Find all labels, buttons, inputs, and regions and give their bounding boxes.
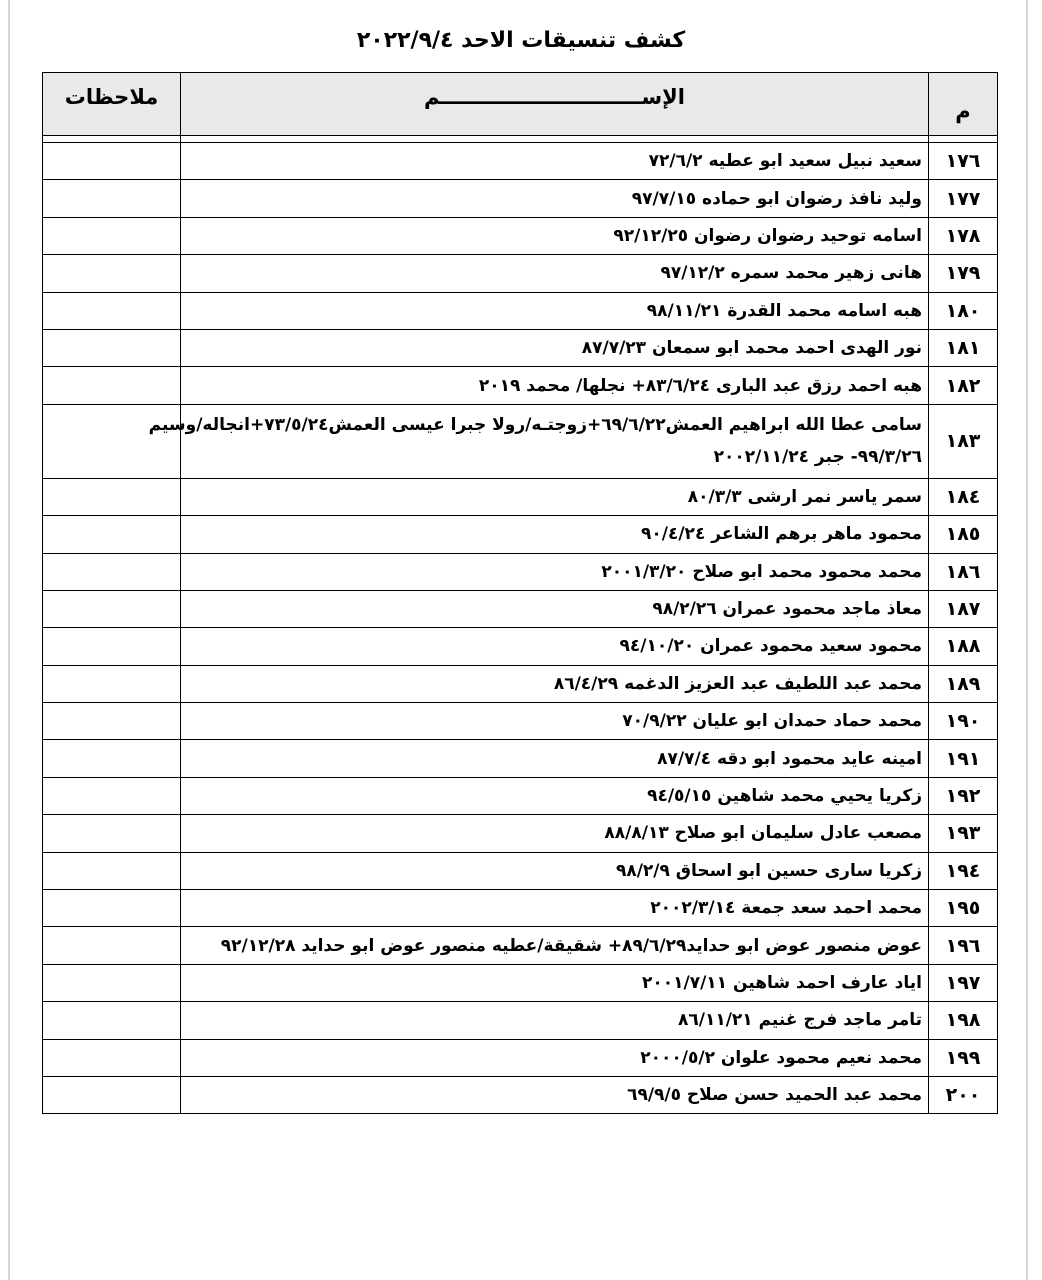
table-row xyxy=(43,927,998,964)
table-row xyxy=(43,180,998,217)
row-notes xyxy=(43,740,181,777)
row-number: ١٩١ xyxy=(929,740,998,777)
row-notes xyxy=(43,217,181,254)
page-edge-right xyxy=(1026,0,1028,1280)
row-notes xyxy=(43,927,181,964)
row-notes xyxy=(43,478,181,515)
row-name: زكريا سارى حسين ابو اسحاق ٩٨/٢/٩ xyxy=(181,852,929,889)
row-notes xyxy=(43,367,181,404)
row-name: سعيد نبيل سعيد ابو عطيه ٧٢/٦/٢ xyxy=(181,143,929,180)
table-row xyxy=(43,367,998,404)
row-name: محمد عبد اللطيف عبد العزيز الدغمه ٨٦/٤/٢٩ xyxy=(181,665,929,702)
row-number: ١٨١ xyxy=(929,329,998,366)
row-number: ١٧٦ xyxy=(929,143,998,180)
row-name: محمد حماد حمدان ابو عليان ٧٠/٩/٢٢ xyxy=(181,703,929,740)
row-number: ١٧٧ xyxy=(929,180,998,217)
row-notes xyxy=(43,590,181,627)
row-notes xyxy=(43,1002,181,1039)
table-row xyxy=(43,143,998,180)
row-name: محمود سعيد محمود عمران ٩٤/١٠/٢٠ xyxy=(181,628,929,665)
row-number: ١٧٩ xyxy=(929,255,998,292)
row-number: ١٨٠ xyxy=(929,292,998,329)
row-number: ١٧٨ xyxy=(929,217,998,254)
table-row xyxy=(43,964,998,1001)
row-notes xyxy=(43,703,181,740)
table-row xyxy=(43,553,998,590)
row-notes xyxy=(43,890,181,927)
row-number: ١٩٤ xyxy=(929,852,998,889)
table-row xyxy=(43,329,998,366)
row-number: ١٩٧ xyxy=(929,964,998,1001)
row-number: ١٨٧ xyxy=(929,590,998,627)
row-name: سمر ياسر نمر ارشى ٨٠/٣/٣ xyxy=(181,478,929,515)
row-name-line-2: ٩٩/٣/٢٦- جبر ٢٠٠٢/١١/٢٤ xyxy=(713,447,922,468)
row-name: اياد عارف احمد شاهين ٢٠٠١/٧/١١ xyxy=(181,964,929,1001)
row-notes xyxy=(43,815,181,852)
row-name: زكريا يحيي محمد شاهين ٩٤/٥/١٥ xyxy=(181,777,929,814)
table-header-row xyxy=(43,73,998,136)
row-number: ٢٠٠ xyxy=(929,1076,998,1113)
table-row xyxy=(43,590,998,627)
row-number: ١٩٨ xyxy=(929,1002,998,1039)
table-row xyxy=(43,1039,998,1076)
row-notes xyxy=(43,852,181,889)
row-number: ١٩٠ xyxy=(929,703,998,740)
table-row xyxy=(43,516,998,553)
row-name: تامر ماجد فرج غنيم ٨٦/١١/٢١ xyxy=(181,1002,929,1039)
table-row xyxy=(43,404,998,478)
row-number: ١٨٥ xyxy=(929,516,998,553)
table-row xyxy=(43,703,998,740)
table-row xyxy=(43,628,998,665)
row-name: محمد عبد الحميد حسن صلاح ٦٩/٩/٥ xyxy=(181,1076,929,1113)
header-notes: ملاحظات xyxy=(43,73,181,136)
row-notes xyxy=(43,964,181,1001)
row-notes xyxy=(43,1039,181,1076)
row-notes xyxy=(43,628,181,665)
row-name: عوض منصور عوض ابو حدايد٨٩/٦/٢٩+ شقيقة/عطيه منصور عوض ابو حدايد ٩٢/١٢/٢٨ xyxy=(181,927,929,964)
row-name-line-1: سامى عطا الله ابراهيم العمش٦٩/٦/٢٢+زوجتـه/رولا جبرا عيسى العمش٧٣/٥/٢٤+انجاله/وسيم xyxy=(148,415,922,436)
row-name: مصعب عادل سليمان ابو صلاح ٨٨/٨/١٣ xyxy=(181,815,929,852)
row-notes xyxy=(43,329,181,366)
row-name: محمد محمود محمد ابو صلاح ٢٠٠١/٣/٢٠ xyxy=(181,553,929,590)
row-notes xyxy=(43,665,181,702)
row-notes xyxy=(43,553,181,590)
row-number: ١٨٤ xyxy=(929,478,998,515)
table-row xyxy=(43,217,998,254)
row-notes xyxy=(43,292,181,329)
table-row xyxy=(43,1002,998,1039)
row-number: ١٩٩ xyxy=(929,1039,998,1076)
row-name: محمود ماهر برهم الشاعر ٩٠/٤/٢٤ xyxy=(181,516,929,553)
table-row xyxy=(43,255,998,292)
header-number: م xyxy=(929,73,998,136)
row-name: هانى زهير محمد سمره ٩٧/١٢/٢ xyxy=(181,255,929,292)
row-name: محمد احمد سعد جمعة ٢٠٠٢/٣/١٤ xyxy=(181,890,929,927)
header-name: الإســــــــــــــــــــــــــــم xyxy=(181,73,929,136)
table-row xyxy=(43,740,998,777)
table-row xyxy=(43,478,998,515)
row-number: ١٨٩ xyxy=(929,665,998,702)
row-name: وليد نافذ رضوان ابو حماده ٩٧/٧/١٥ xyxy=(181,180,929,217)
row-notes xyxy=(43,1076,181,1113)
row-name xyxy=(148,404,929,478)
table-row xyxy=(43,1076,998,1113)
table-row xyxy=(43,292,998,329)
row-name: اسامه توحيد رضوان رضوان ٩٢/١٢/٢٥ xyxy=(181,217,929,254)
row-number: ١٨٣ xyxy=(929,404,998,478)
page-edge-left xyxy=(8,0,10,1280)
row-name: هبه اسامه محمد القدرة ٩٨/١١/٢١ xyxy=(181,292,929,329)
table-row xyxy=(43,852,998,889)
table-row xyxy=(43,665,998,702)
table-row xyxy=(43,890,998,927)
row-notes xyxy=(43,255,181,292)
row-notes xyxy=(43,777,181,814)
row-name: هبه احمد رزق عبد البارى ٨٣/٦/٢٤+ نجلها/ محمد ٢٠١٩ xyxy=(181,367,929,404)
table-row xyxy=(43,815,998,852)
document-title: كشف تنسيقات الاحد ٢٠٢٢/٩/٤ xyxy=(356,28,686,53)
row-number: ١٩٢ xyxy=(929,777,998,814)
row-number: ١٩٦ xyxy=(929,927,998,964)
row-number: ١٨٦ xyxy=(929,553,998,590)
row-notes xyxy=(43,516,181,553)
row-number: ١٩٣ xyxy=(929,815,998,852)
header-gap xyxy=(43,136,998,143)
row-name: محمد نعيم محمود علوان ٢٠٠٠/٥/٢ xyxy=(181,1039,929,1076)
names-table xyxy=(42,72,998,1114)
row-name: نور الهدى احمد محمد ابو سمعان ٨٧/٧/٢٣ xyxy=(181,329,929,366)
row-number: ١٨٢ xyxy=(929,367,998,404)
row-notes xyxy=(43,180,181,217)
row-number: ١٩٥ xyxy=(929,890,998,927)
row-notes xyxy=(43,143,181,180)
table-row xyxy=(43,777,998,814)
row-number: ١٨٨ xyxy=(929,628,998,665)
row-name: معاذ ماجد محمود عمران ٩٨/٢/٢٦ xyxy=(181,590,929,627)
row-name: امينه عايد محمود ابو دقه ٨٧/٧/٤ xyxy=(181,740,929,777)
